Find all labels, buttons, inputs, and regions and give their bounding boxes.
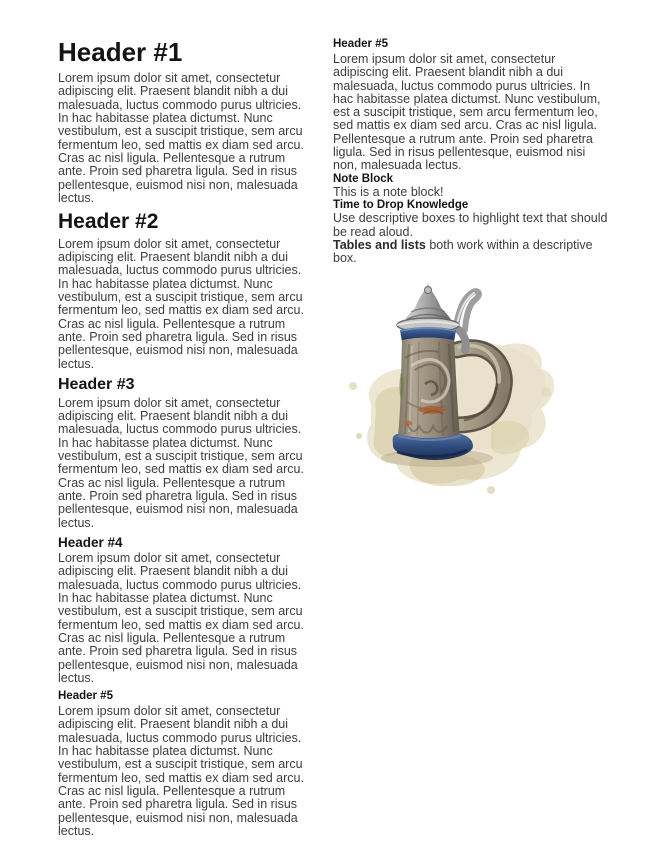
section-paragraph: Lorem ipsum dolor sit amet, consectetur adipiscing elit. Praesent blandit nibh a dui malesuada, luctus commodo purus ultricies. In hac habitasse platea dictumst. Nunc vestibulum, est a suscipit tristique, sem arcu fermentum leo, sed mattis ex diam sed arcu. Cras ac nisl ligula. Pellentesque a rutrum ante. Proin sed pharetra ligula. Sed in risus pellentesque, euismod nisi non, malesuada lectus. [58, 236, 304, 371]
section-paragraph: Lorem ipsum dolor sit amet, consectetur adipiscing elit. Praesent blandit nibh a dui malesuada, luctus commodo purus ultricies. In hac habitasse platea dictumst. Nunc vestibulum, est a suscipit tristique, sem arcu fermentum leo, sed mattis ex diam sed arcu. Cras ac nisl ligula. Pellentesque a rutrum ante. Proin sed pharetra ligula. Sed in risus pellentesque, euismod nisi non, malesuada lectus. [58, 551, 304, 685]
section-header-2: Header #2 [58, 210, 159, 234]
tables-lists-bold: Tables and lists [333, 238, 426, 253]
tables-lists-rest: both work within a descriptive box. [333, 238, 593, 266]
tables-lists-line [333, 239, 611, 266]
section-header-3: Header #3 [58, 375, 135, 393]
right-column [333, 38, 616, 844]
beer-stein-illustration [341, 274, 621, 506]
section-paragraph: Lorem ipsum dolor sit amet, consectetur adipiscing elit. Praesent blandit nibh a dui malesuada, luctus commodo purus ultricies. In hac habitasse platea dictumst. Nunc vestibulum, est a suscipit tristique, sem arcu fermentum leo, sed mattis ex diam sed arcu. Cras ac nisl ligula. Pellentesque a rutrum ante. Proin sed pharetra ligula. Sed in risus pellentesque, euismod nisi non, malesuada lectus. [58, 704, 304, 838]
section-paragraph: Lorem ipsum dolor sit amet, consectetur adipiscing elit. Praesent blandit nibh a dui malesuada, luctus commodo purus ultricies. In hac habitasse platea dictumst. Nunc vestibulum, est a suscipit tristique, sem arcu fermentum leo, sed mattis ex diam sed arcu. Cras ac nisl ligula. Pellentesque a rutrum ante. Proin sed pharetra ligula. Sed in risus pellentesque, euismod nisi non, malesuada lectus. [58, 71, 304, 205]
left-column [58, 38, 313, 844]
knowledge-label: Time to Drop Knowledge [333, 199, 469, 212]
stein-lid [397, 284, 459, 332]
note-block-text: This is a note block! [333, 184, 444, 199]
knowledge-text: Use descriptive boxes to highlight text that should be read aloud. [333, 211, 608, 239]
note-block-label: Note Block [333, 172, 394, 185]
section-header-4: Header #4 [58, 534, 123, 550]
section-header-5-left: Header #5 [58, 690, 113, 703]
section-paragraph: Lorem ipsum dolor sit amet, consectetur adipiscing elit. Praesent blandit nibh a dui malesuada, luctus commodo purus ultricies. In hac habitasse platea dictumst. Nunc vestibulum, est a suscipit tristique, sem arcu fermentum leo, sed mattis ex diam sed arcu. Cras ac nisl ligula. Pellentesque a rutrum ante. Proin sed pharetra ligula. Sed in risus pellentesque, euismod nisi non, malesuada lectus. [333, 51, 601, 173]
section-paragraph: Lorem ipsum dolor sit amet, consectetur adipiscing elit. Praesent blandit nibh a dui malesuada, luctus commodo purus ultricies. In hac habitasse platea dictumst. Nunc vestibulum, est a suscipit tristique, sem arcu fermentum leo, sed mattis ex diam sed arcu. Cras ac nisl ligula. Pellentesque a rutrum ante. Proin sed pharetra ligula. Sed in risus pellentesque, euismod nisi non, malesuada lectus. [58, 395, 304, 530]
section-header-5-right: Header #5 [333, 38, 388, 50]
stein-body [398, 337, 460, 440]
section-header-1: Header #1 [58, 37, 183, 67]
